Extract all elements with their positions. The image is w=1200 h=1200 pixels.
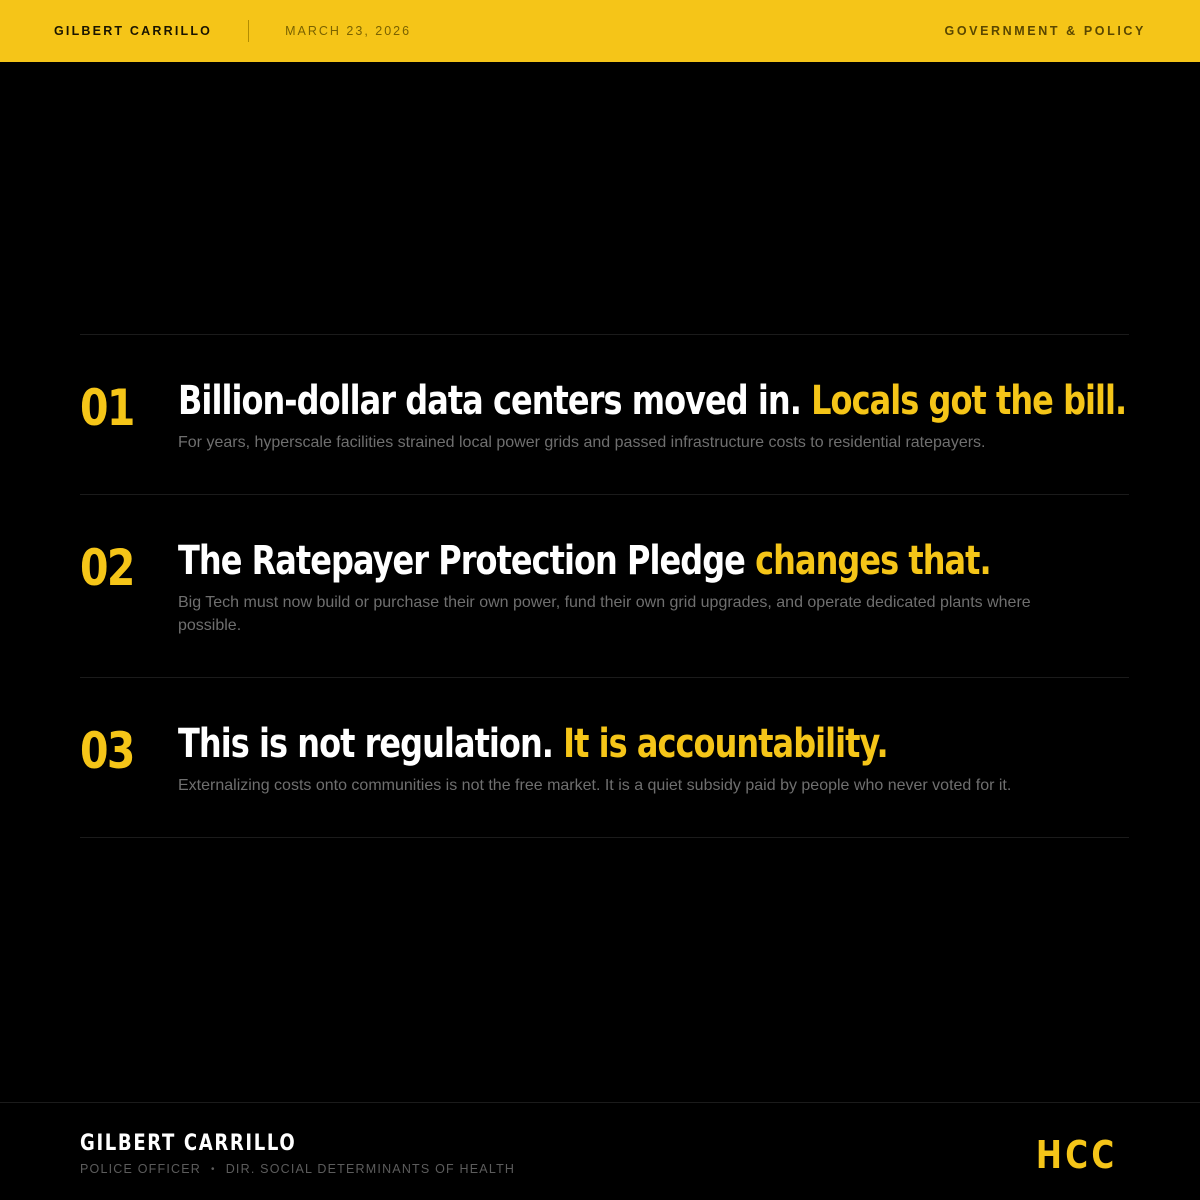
footer-name: GILBERT CARRILLO [80,1131,297,1156]
header-author: GILBERT CARRILLO [54,24,213,38]
point-item [80,678,1129,838]
point-description: Externalizing costs onto communities is not the free market. It is a quiet subsidy paid by people who never voted for it. [178,777,1012,794]
footer-role-secondary: DIR. SOCIAL DETERMINANTS OF HEALTH [225,1162,516,1176]
point-headline [178,537,991,585]
points-list [80,334,1129,838]
headline-main: The Ratepayer Protection Pledge [178,538,745,584]
headline-accent: It is accountability. [563,721,888,767]
headline-main: Billion-dollar data centers moved in. [178,378,801,424]
point-description: For years, hyperscale facilities strained local power grids and passed infrastructure costs to residential ratepayers. [178,434,986,451]
point-item [80,335,1129,495]
point-body [178,537,1194,637]
point-body [178,720,1129,797]
headline-accent: Locals got the bill. [811,378,1127,424]
headline-main: This is not regulation. [178,721,553,767]
point-headline [178,720,939,768]
footer [0,1102,1200,1200]
point-number: 01 [80,379,134,437]
footer-separator: • [210,1163,216,1175]
footer-role-primary: POLICE OFFICER [80,1162,201,1176]
header-date: MARCH 23, 2026 [285,24,412,38]
headline-accent: changes that. [755,538,991,584]
point-body [178,377,1200,454]
point-number: 03 [80,722,134,780]
point-headline [178,377,1126,425]
top-bar [0,0,1200,62]
point-item [80,495,1129,678]
header-divider [248,20,249,42]
brand-logo: HCC [1036,1133,1118,1177]
point-description: Big Tech must now build or purchase their own power, fund their own grid upgrades, and operate dedicated plants where possible. [178,594,1031,634]
footer-roles [80,1162,1120,1176]
header-category: GOVERNMENT & POLICY [944,24,1146,38]
point-number: 02 [80,539,134,597]
